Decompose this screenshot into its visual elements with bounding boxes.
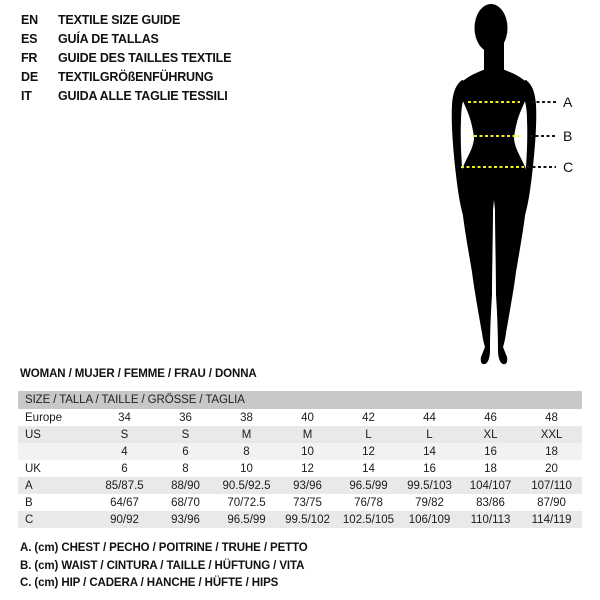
size-value-cell: 96.5/99 bbox=[349, 479, 388, 492]
size-value-cell: 104/107 bbox=[469, 479, 512, 492]
size-value-cell: 6 bbox=[121, 462, 128, 475]
chest-pointer-line bbox=[531, 101, 558, 103]
size-value-cell: 99.5/103 bbox=[407, 479, 452, 492]
table-row bbox=[18, 426, 582, 443]
size-value-cell: 68/70 bbox=[171, 496, 200, 509]
size-value-cell: 83/86 bbox=[476, 496, 505, 509]
size-value-cell: 96.5/99 bbox=[227, 513, 266, 526]
size-value-cell: 4 bbox=[121, 445, 128, 458]
table-row bbox=[18, 409, 582, 426]
size-value-cell: 10 bbox=[240, 462, 253, 475]
size-value-cell: 102.5/105 bbox=[342, 513, 395, 526]
body-figure bbox=[440, 0, 600, 372]
size-value-cell: 16 bbox=[423, 462, 436, 475]
row-label: B bbox=[25, 496, 33, 509]
size-value-cell: 18 bbox=[545, 445, 558, 458]
size-value-cell: 93/96 bbox=[171, 513, 200, 526]
guide-title-text: TEXTILGRÖßENFÜHRUNG bbox=[58, 69, 214, 84]
waist-line-label: B bbox=[563, 128, 573, 144]
size-value-cell: 12 bbox=[301, 462, 314, 475]
size-value-cell: 16 bbox=[484, 445, 497, 458]
size-value-cell: 99.5/102 bbox=[285, 513, 330, 526]
waist-measure-line bbox=[474, 135, 519, 137]
hip-line-label: C bbox=[563, 159, 574, 175]
size-value-cell: XXL bbox=[540, 428, 563, 441]
language-code: IT bbox=[21, 88, 32, 103]
size-value-cell: 107/110 bbox=[531, 479, 572, 492]
waist-pointer-line bbox=[530, 135, 556, 137]
gender-title: WOMAN / MUJER / FEMME / FRAU / DONNA bbox=[20, 368, 257, 380]
silhouette-torso-legs bbox=[459, 47, 530, 364]
size-table bbox=[18, 391, 582, 528]
size-value-cell: 87/90 bbox=[537, 496, 566, 509]
table-row bbox=[18, 494, 582, 511]
size-value-cell: 10 bbox=[301, 445, 314, 458]
language-title-list bbox=[21, 10, 231, 105]
size-value-cell: 38 bbox=[240, 411, 253, 424]
table-row bbox=[18, 511, 582, 528]
chest-measure-line bbox=[468, 101, 520, 103]
size-value-cell: 90/92 bbox=[110, 513, 139, 526]
row-label: US bbox=[25, 428, 41, 441]
size-value-cell: 14 bbox=[362, 462, 375, 475]
language-code: ES bbox=[21, 31, 38, 46]
table-row bbox=[18, 443, 582, 460]
size-value-cell: 6 bbox=[182, 445, 189, 458]
language-code: DE bbox=[21, 69, 38, 84]
size-value-cell: 79/82 bbox=[415, 496, 444, 509]
row-label: Europe bbox=[25, 411, 63, 424]
size-value-cell: 114/119 bbox=[531, 513, 572, 526]
size-value-cell: 88/90 bbox=[171, 479, 200, 492]
size-value-cell: 106/109 bbox=[408, 513, 451, 526]
guide-title-text: TEXTILE SIZE GUIDE bbox=[58, 12, 181, 27]
size-value-cell: M bbox=[302, 428, 313, 441]
legend-item: C. (cm) HIP / CADERA / HANCHE / HÜFTE / HIPS bbox=[20, 577, 279, 589]
size-value-cell: L bbox=[426, 428, 433, 441]
size-value-cell: 34 bbox=[118, 411, 131, 424]
size-value-cell: S bbox=[120, 428, 129, 441]
language-row bbox=[21, 48, 231, 67]
size-value-cell: 40 bbox=[301, 411, 314, 424]
size-value-cell: 12 bbox=[362, 445, 375, 458]
size-value-cell: 18 bbox=[484, 462, 497, 475]
size-value-cell: 36 bbox=[179, 411, 192, 424]
size-value-cell: 48 bbox=[545, 411, 558, 424]
size-value-cell: 76/78 bbox=[354, 496, 383, 509]
row-label: A bbox=[25, 479, 33, 492]
size-value-cell: XL bbox=[483, 428, 498, 441]
language-code: FR bbox=[21, 50, 38, 65]
size-value-cell: 110/113 bbox=[470, 513, 511, 526]
legend-item: A. (cm) CHEST / PECHO / POITRINE / TRUHE / PETTO bbox=[20, 542, 308, 554]
size-value-cell: 90.5/92.5 bbox=[222, 479, 271, 492]
language-row bbox=[21, 67, 231, 86]
hip-measure-line bbox=[461, 166, 524, 168]
size-value-cell: 70/72.5 bbox=[227, 496, 266, 509]
size-value-cell: 46 bbox=[484, 411, 497, 424]
size-value-cell: 73/75 bbox=[293, 496, 322, 509]
row-label bbox=[18, 443, 94, 460]
size-value-cell: M bbox=[241, 428, 252, 441]
language-row bbox=[21, 29, 231, 48]
language-code: EN bbox=[21, 12, 38, 27]
row-label: C bbox=[25, 513, 34, 526]
size-value-cell: 44 bbox=[423, 411, 436, 424]
guide-title-text: GUIDE DES TAILLES TEXTILE bbox=[58, 50, 232, 65]
size-value-cell: 20 bbox=[545, 462, 558, 475]
row-label: UK bbox=[25, 462, 41, 475]
measure-legend bbox=[20, 542, 308, 595]
legend-item: B. (cm) WAIST / CINTURA / TAILLE / HÜFTUNG / VITA bbox=[20, 559, 305, 572]
language-row bbox=[21, 86, 231, 105]
size-value-cell: 8 bbox=[182, 462, 189, 475]
size-value-cell: S bbox=[181, 428, 190, 441]
guide-title-text: GUIDA ALLE TAGLIE TESSILI bbox=[58, 88, 228, 103]
size-value-cell: 64/67 bbox=[110, 496, 139, 509]
size-table-header-row bbox=[18, 391, 582, 409]
hip-pointer-line bbox=[527, 166, 556, 168]
size-value-cell: L bbox=[365, 428, 372, 441]
chest-line-label: A bbox=[563, 94, 573, 110]
size-value-cell: 85/87.5 bbox=[105, 479, 144, 492]
language-row bbox=[21, 10, 231, 29]
table-row bbox=[18, 477, 582, 494]
size-value-cell: 93/96 bbox=[293, 479, 322, 492]
size-table-header: SIZE / TALLA / TAILLE / GRÖSSE / TAGLIA bbox=[18, 391, 582, 409]
table-row bbox=[18, 460, 582, 477]
guide-title-text: GUÍA DE TALLAS bbox=[58, 31, 159, 46]
size-value-cell: 8 bbox=[243, 445, 250, 458]
size-value-cell: 14 bbox=[423, 445, 436, 458]
size-value-cell: 42 bbox=[362, 411, 375, 424]
woman-silhouette-image bbox=[440, 0, 558, 372]
